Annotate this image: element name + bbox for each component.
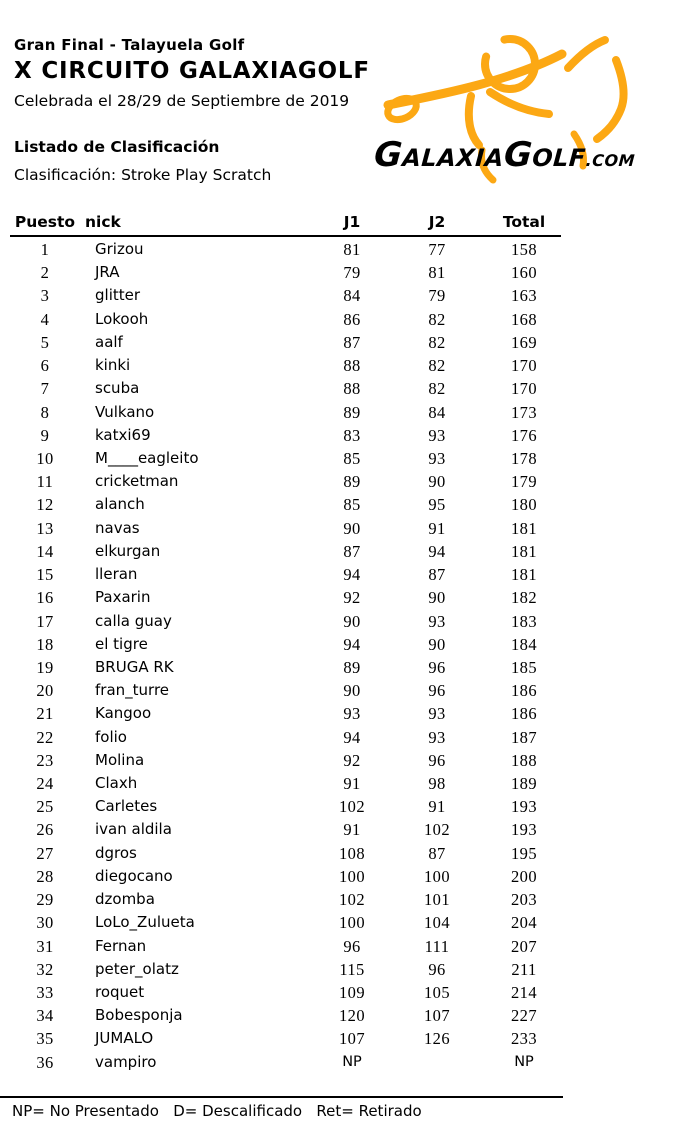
cell-j2: 95: [428, 495, 446, 515]
cell-nick: katxi69: [95, 425, 151, 444]
table-row: [14, 308, 566, 331]
table-row: [14, 377, 566, 400]
cell-puesto: 19: [36, 657, 54, 677]
cell-puesto: 28: [36, 866, 54, 886]
table-row: [14, 888, 566, 911]
cell-j2: 82: [428, 379, 446, 399]
cell-j1: 91: [343, 820, 361, 840]
table-row: [14, 1051, 566, 1074]
cell-j2: 96: [428, 681, 446, 701]
cell-total: 178: [511, 448, 537, 468]
cell-j1: 83: [343, 425, 361, 445]
cell-nick: Kangoo: [95, 704, 152, 723]
cell-j2: 96: [428, 657, 446, 677]
cell-j2: 91: [428, 797, 446, 817]
cell-total: 195: [511, 843, 537, 863]
table-header-row: [14, 210, 566, 234]
cell-nick: M____eagleito: [95, 448, 199, 467]
cell-j1: 88: [343, 379, 361, 399]
table-row: [14, 842, 566, 865]
cell-total: 169: [511, 332, 537, 352]
table-row: [14, 656, 566, 679]
cell-nick: Fernan: [95, 936, 147, 955]
cell-nick: Claxh: [95, 774, 138, 793]
cell-j2: 82: [428, 309, 446, 329]
cell-nick: dgros: [95, 843, 137, 862]
cell-nick: scuba: [95, 379, 140, 398]
cell-puesto: 5: [40, 332, 50, 352]
cell-j1: 84: [343, 286, 361, 306]
cell-nick: peter_olatz: [95, 959, 179, 978]
cell-total: 180: [511, 495, 537, 515]
cell-j1: 89: [343, 472, 361, 492]
cell-total: 160: [511, 263, 537, 283]
cell-j1: NP: [342, 1053, 362, 1070]
cell-puesto: 12: [36, 495, 54, 515]
cell-puesto: 31: [36, 936, 54, 956]
cell-nick: roquet: [95, 983, 145, 1001]
table-row: [14, 679, 566, 702]
cell-nick: JRA: [95, 263, 120, 282]
cell-j1: 81: [343, 240, 361, 259]
cell-puesto: 33: [36, 983, 54, 1002]
cell-total: 179: [511, 472, 537, 492]
table-row: [14, 981, 566, 1004]
cell-j1: 115: [339, 959, 365, 979]
cell-total: 227: [511, 1006, 537, 1026]
cell-nick: JUMALO: [95, 1029, 154, 1048]
cell-nick: vampiro: [95, 1052, 157, 1071]
cell-j1: 90: [343, 518, 361, 538]
cell-puesto: 1: [40, 240, 50, 259]
cell-j2: 111: [424, 936, 450, 956]
table-row: [14, 749, 566, 772]
cell-j2: 96: [428, 750, 446, 770]
logo-letter-g2: G: [502, 135, 534, 175]
cell-nick: ivan aldila: [95, 820, 172, 839]
cell-nick: calla guay: [95, 611, 172, 630]
cell-nick: glitter: [95, 286, 141, 305]
cell-puesto: 2: [40, 263, 50, 283]
cell-total: 233: [511, 1029, 537, 1049]
legend-divider: [0, 1096, 563, 1098]
cell-j2: 126: [424, 1029, 450, 1049]
table-row: [14, 517, 566, 540]
cell-puesto: 15: [36, 565, 54, 585]
cell-puesto: 18: [36, 634, 54, 654]
cell-total: 193: [511, 820, 537, 840]
cell-j1: 94: [343, 565, 361, 585]
cell-nick: diegocano: [95, 866, 173, 885]
table-row: [14, 726, 566, 749]
event-name: Gran Final - Talayuela Golf: [14, 36, 245, 54]
cell-puesto: 8: [40, 402, 50, 422]
cell-total: 207: [511, 936, 537, 956]
cell-total: 168: [511, 309, 537, 329]
cell-j1: 93: [343, 704, 361, 724]
table-row: [14, 911, 566, 934]
cell-j1: 86: [343, 309, 361, 329]
cell-j1: 90: [343, 681, 361, 701]
table-row: [14, 447, 566, 470]
cell-total: 188: [511, 750, 537, 770]
cell-j1: 102: [339, 890, 365, 910]
cell-puesto: 4: [40, 309, 50, 329]
cell-puesto: 10: [36, 448, 54, 468]
cell-total: 173: [511, 402, 537, 422]
cell-nick: folio: [95, 727, 127, 746]
cell-nick: navas: [95, 518, 140, 537]
cell-total: 186: [511, 704, 537, 724]
cell-j1: 85: [343, 448, 361, 468]
cell-j1: 100: [339, 913, 365, 933]
table-row: [14, 238, 566, 261]
table-row: [14, 935, 566, 958]
cell-j1: 94: [343, 727, 361, 747]
cell-total: 185: [511, 657, 537, 677]
cell-total: 163: [511, 286, 537, 306]
cell-total: 181: [511, 565, 537, 585]
cell-nick: cricketman: [95, 472, 179, 491]
cell-j2: 79: [428, 286, 446, 306]
cell-j1: 92: [343, 588, 361, 608]
column-header-puesto: Puesto: [14, 213, 76, 231]
cell-j2: 101: [424, 890, 450, 910]
classification-table: [14, 238, 566, 1074]
table-row: [14, 331, 566, 354]
column-header-total: Total: [502, 213, 546, 231]
cell-puesto: 7: [40, 379, 50, 399]
cell-puesto: 3: [40, 286, 50, 306]
cell-puesto: 17: [36, 611, 54, 631]
cell-j1: 91: [343, 774, 361, 794]
cell-j2: 81: [428, 263, 446, 283]
table-row: [14, 865, 566, 888]
cell-j2: 105: [424, 983, 450, 1002]
cell-j1: 89: [343, 657, 361, 677]
cell-j2: 82: [428, 356, 446, 376]
cell-j2: 77: [428, 240, 446, 259]
cell-puesto: 13: [36, 518, 54, 538]
clasificacion-mode: Clasificación: Stroke Play Scratch: [14, 166, 272, 184]
cell-j2: 98: [428, 774, 446, 794]
table-row: [14, 493, 566, 516]
cell-total: 214: [511, 983, 537, 1002]
cell-total: 170: [511, 379, 537, 399]
cell-total: 181: [511, 541, 537, 561]
cell-total: 203: [511, 890, 537, 910]
cell-nick: kinki: [95, 356, 131, 375]
cell-j2: 93: [428, 448, 446, 468]
event-date: Celebrada el 28/29 de Septiembre de 2019: [14, 92, 350, 110]
cell-j1: 109: [339, 983, 365, 1002]
cell-nick: Molina: [95, 750, 145, 769]
cell-nick: aalf: [95, 332, 123, 351]
cell-puesto: 16: [36, 588, 54, 608]
cell-puesto: 24: [36, 774, 54, 794]
logo-text-olf: OLF: [531, 144, 587, 172]
cell-total: 182: [511, 588, 537, 608]
cell-j2: 104: [424, 913, 450, 933]
cell-puesto: 34: [36, 1006, 54, 1026]
table-row: [14, 818, 566, 841]
cell-j1: 120: [339, 1006, 365, 1026]
cell-puesto: 21: [36, 704, 54, 724]
table-row: [14, 958, 566, 981]
cell-nick: LoLo_Zulueta: [95, 913, 195, 932]
page-title: X CIRCUITO GALAXIAGOLF: [14, 58, 370, 84]
cell-total: 187: [511, 727, 537, 747]
cell-nick: BRUGA RK: [95, 657, 174, 676]
cell-total: 181: [511, 518, 537, 538]
cell-j2: [392, 1051, 482, 1074]
cell-puesto: 27: [36, 843, 54, 863]
cell-total: 193: [511, 797, 537, 817]
logo-letter-g1: G: [372, 135, 405, 175]
cell-j1: 87: [343, 332, 361, 352]
cell-j1: 94: [343, 634, 361, 654]
cell-puesto: 35: [36, 1029, 54, 1049]
cell-total: 183: [511, 611, 537, 631]
cell-nick: fran_turre: [95, 681, 170, 700]
cell-j2: 90: [428, 634, 446, 654]
cell-j2: 82: [428, 332, 446, 352]
table-row: [14, 586, 566, 609]
cell-puesto: 9: [40, 425, 50, 445]
cell-total: 184: [511, 634, 537, 654]
cell-j1: 107: [339, 1029, 365, 1049]
cell-puesto: 23: [36, 750, 54, 770]
cell-nick: elkurgan: [95, 541, 161, 560]
cell-total: 176: [511, 425, 537, 445]
table-row: [14, 261, 566, 284]
cell-j2: 96: [428, 959, 446, 979]
cell-j1: 87: [343, 541, 361, 561]
table-row: [14, 702, 566, 725]
cell-total: 170: [511, 356, 537, 376]
cell-j1: 89: [343, 402, 361, 422]
cell-puesto: 22: [36, 727, 54, 747]
cell-nick: Carletes: [95, 797, 158, 816]
cell-puesto: 29: [36, 890, 54, 910]
logo-text-alaxia: ALAXIA: [401, 144, 505, 172]
table-row: [14, 401, 566, 424]
cell-puesto: 30: [36, 913, 54, 933]
cell-j1: 90: [343, 611, 361, 631]
cell-j2: 90: [428, 472, 446, 492]
table-row: [14, 563, 566, 586]
cell-j2: 93: [428, 425, 446, 445]
cell-total: 200: [511, 866, 537, 886]
table-row: [14, 424, 566, 447]
cell-nick: alanch: [95, 495, 145, 514]
cell-j1: 92: [343, 750, 361, 770]
cell-puesto: 36: [36, 1052, 54, 1072]
cell-puesto: 6: [40, 356, 50, 376]
cell-puesto: 32: [36, 959, 54, 979]
cell-nick: el tigre: [95, 634, 148, 653]
cell-j1: 79: [343, 263, 361, 283]
column-header-nick: nick: [85, 213, 121, 231]
cell-puesto: 14: [36, 541, 54, 561]
cell-j2: 91: [428, 518, 446, 538]
cell-total: NP: [514, 1053, 534, 1070]
cell-j2: 102: [424, 820, 450, 840]
table-row: [14, 284, 566, 307]
cell-j2: 90: [428, 588, 446, 608]
cell-nick: Grizou: [95, 240, 144, 258]
cell-j2: 93: [428, 704, 446, 724]
cell-puesto: 20: [36, 681, 54, 701]
cell-nick: Bobesponja: [95, 1006, 183, 1025]
cell-total: 211: [511, 959, 537, 979]
cell-nick: dzomba: [95, 890, 155, 909]
table-row: [14, 610, 566, 633]
logo-text-com: .COM: [585, 151, 636, 170]
cell-j2: 84: [428, 402, 446, 422]
listado-heading: Listado de Clasificación: [14, 138, 220, 156]
cell-nick: lleran: [95, 565, 138, 584]
cell-j2: 87: [428, 843, 446, 863]
cell-total: 158: [511, 240, 537, 259]
logo-wordmark: [372, 135, 676, 178]
cell-j2: 100: [424, 866, 450, 886]
header-divider: [10, 235, 561, 237]
table-row: [14, 633, 566, 656]
cell-total: 204: [511, 913, 537, 933]
cell-j2: 87: [428, 565, 446, 585]
table-row: [14, 795, 566, 818]
column-header-j1: J1: [343, 213, 361, 231]
cell-total: 186: [511, 681, 537, 701]
cell-j2: 93: [428, 727, 446, 747]
cell-j2: 93: [428, 611, 446, 631]
cell-puesto: 26: [36, 820, 54, 840]
cell-puesto: 25: [36, 797, 54, 817]
cell-j1: 102: [339, 797, 365, 817]
cell-nick: Paxarin: [95, 588, 151, 607]
cell-j1: 108: [339, 843, 365, 863]
table-row: [14, 470, 566, 493]
legend-text: NP= No Presentado D= Descalificado Ret= Retirado: [12, 1102, 422, 1120]
cell-total: 189: [511, 774, 537, 794]
cell-j1: 100: [339, 866, 365, 886]
table-row: [14, 354, 566, 377]
cell-j2: 94: [428, 541, 446, 561]
table-row: [14, 772, 566, 795]
cell-j1: 88: [343, 356, 361, 376]
table-row: [14, 1027, 566, 1050]
cell-nick: Vulkano: [95, 402, 155, 421]
column-header-j2: J2: [428, 213, 446, 231]
table-row: [14, 540, 566, 563]
table-row: [14, 1004, 566, 1027]
cell-nick: Lokooh: [95, 309, 149, 328]
cell-j2: 107: [424, 1006, 450, 1026]
cell-j1: 96: [343, 936, 361, 956]
cell-j1: 85: [343, 495, 361, 515]
cell-puesto: 11: [36, 472, 54, 492]
